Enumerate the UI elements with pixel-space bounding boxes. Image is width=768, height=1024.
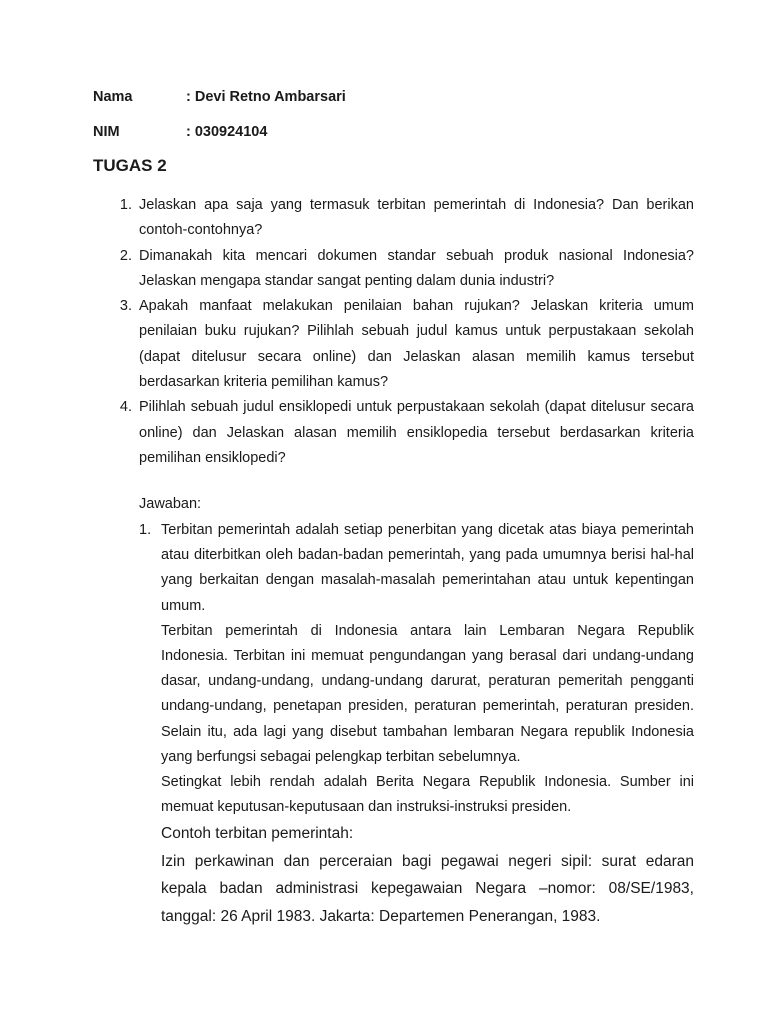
example-citation: Izin perkawinan dan perceraian bagi pegawai negeri sipil: surat edaran kepala badan administrasi kepegawaian Negara –nomor: 08/SE/1983, tanggal: 26 April 1983. Jakarta: Departemen Penerangan, 1983. [161, 852, 694, 925]
answer-number: 1. [139, 522, 152, 538]
nim-row [93, 124, 267, 140]
answer-paragraph: Setingkat lebih rendah adalah Berita Negara Republik Indonesia. Sumber ini memuat keputusan-keputusaan dan instruksi-instruksi presiden. [161, 774, 694, 816]
question-number: 1. [119, 197, 132, 213]
question-text: Jelaskan apa saja yang termasuk terbitan pemerintah di Indonesia? Dan berikan contoh-contohnya? [139, 197, 694, 239]
question-text: Dimanakah kita mencari dokumen standar sebuah produk nasional Indonesia? Jelaskan mengapa standar sangat penting dalam dunia industri? [139, 247, 694, 289]
name-label: Nama [93, 89, 133, 105]
question-number: 3. [119, 298, 132, 315]
name-value: : Devi Retno Ambarsari [186, 89, 346, 105]
answer-paragraph: Terbitan pemerintah di Indonesia antara lain Lembaran Negara Republik Indonesia. Terbitan ini memuat pengundangan yang berasal dari undang-undang dasar, undang-undang, undang-undang darurat, peraturan pemeritah pengganti undang-undang, penetapan presiden, peraturan pemerintah, peraturan presiden. Selain itu, ada lagi yang disebut tambahan lembaran Negara republik Indonesia yang berfungsi sebagai pelengkap terbitan sebelumnya. [161, 622, 694, 765]
question-text: Apakah manfaat melakukan penilaian bahan rujukan? Jelaskan kriteria umum penilaian buku rujukan? Pilihlah sebuah judul kamus untuk perpustakaan sekolah (dapat ditelusur secara online) dan Jelaskan alasan memilih kamus tersebut berdasarkan kriteria pemilihan kamus? [139, 298, 694, 391]
question-item [110, 193, 694, 244]
question-list [110, 193, 694, 471]
example-heading: Contoh terbitan pemerintah: [161, 825, 354, 843]
question-item [110, 294, 694, 395]
document-title: TUGAS 2 [93, 156, 167, 175]
nim-label: NIM [93, 124, 120, 140]
question-number: 4. [119, 399, 132, 416]
nim-value: : 030924104 [186, 124, 268, 140]
answer-heading: Jawaban: [139, 496, 202, 512]
answer-list [139, 518, 694, 930]
question-item [110, 244, 694, 295]
answer-item [139, 518, 694, 930]
question-text: Pilihlah sebuah judul ensiklopedi untuk perpustakaan sekolah (dapat ditelusur secara online) dan Jelaskan alasan memilih ensiklopedia tersebut berdasarkan kriteria pemilihan ensiklopedi? [139, 399, 694, 466]
question-number: 2. [119, 247, 132, 264]
answer-paragraph: Terbitan pemerintah adalah setiap penerbitan yang dicetak atas biaya pemerintah atau diterbitkan oleh badan-badan pemerintah, yang pada umumnya berisi hal-hal yang berkaitan dengan masalah-masalah pemerintahan atau untuk kepentingan umum. [161, 522, 694, 614]
question-item [110, 395, 694, 471]
name-row [93, 89, 346, 105]
